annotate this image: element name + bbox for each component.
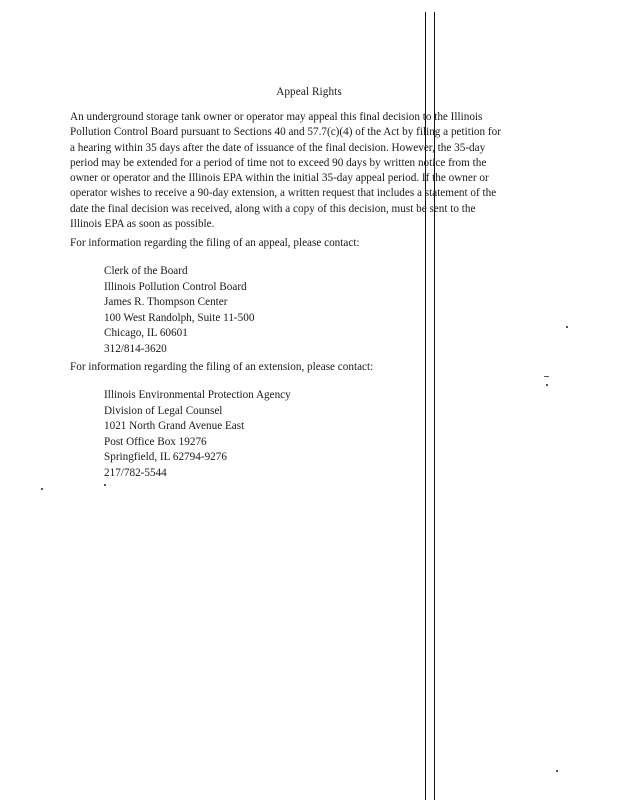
address-line: Illinois Environmental Protection Agency (104, 389, 291, 401)
scan-speck (104, 484, 106, 486)
scan-speck (566, 326, 568, 328)
extension-contact-address (104, 388, 291, 482)
paragraph-line: a hearing within 35 days after the date of issuance of the final decision. However, the 35-day (70, 141, 486, 154)
address-line: Springfield, IL 62794-9276 (104, 451, 227, 464)
address-line: 217/782-5544 (104, 466, 167, 479)
paragraph-line: operator wishes to receive a 90-day extension, a written request that includes a statement of the (70, 187, 497, 200)
scan-speck (546, 384, 548, 386)
paragraph-line: period may be extended for a period of time not to exceed 90 days by written notice from the (70, 156, 487, 169)
paragraph-line: Illinois EPA as soon as possible. (70, 218, 215, 231)
paragraph-line: Pollution Control Board pursuant to Sections 40 and 57.7(c)(4) of the Act by filing a petition for (70, 126, 501, 139)
address-line: Division of Legal Counsel (104, 404, 223, 417)
extension-contact-intro: For information regarding the filing of an extension, please contact: (70, 361, 374, 373)
appeal-contact-address (104, 264, 254, 358)
address-line: Chicago, IL 60601 (104, 327, 188, 340)
paragraph-line: date the final decision was received, along with a copy of this decision, must be sent to the (70, 202, 476, 215)
address-line: Illinois Pollution Control Board (104, 280, 247, 293)
address-line: Post Office Box 19276 (104, 435, 207, 448)
address-line: Clerk of the Board (104, 265, 188, 277)
address-line: 312/814-3620 (104, 342, 167, 355)
paragraph-line: An underground storage tank owner or operator may appeal this final decision to the Illinois (70, 111, 483, 123)
appeal-rights-paragraph (70, 110, 550, 232)
address-line: 100 West Randolph, Suite 11-500 (104, 311, 255, 324)
page-title: Appeal Rights (276, 86, 342, 98)
address-line: James R. Thompson Center (104, 296, 228, 309)
scan-speck (556, 770, 558, 772)
scan-speck (544, 376, 549, 377)
scan-speck (41, 488, 43, 490)
appeal-contact-intro: For information regarding the filing of an appeal, please contact: (70, 237, 360, 249)
address-line: 1021 North Grand Avenue East (104, 420, 245, 433)
paragraph-line: owner or operator and the Illinois EPA within the initial 35-day appeal period. If the owner or (70, 172, 489, 185)
